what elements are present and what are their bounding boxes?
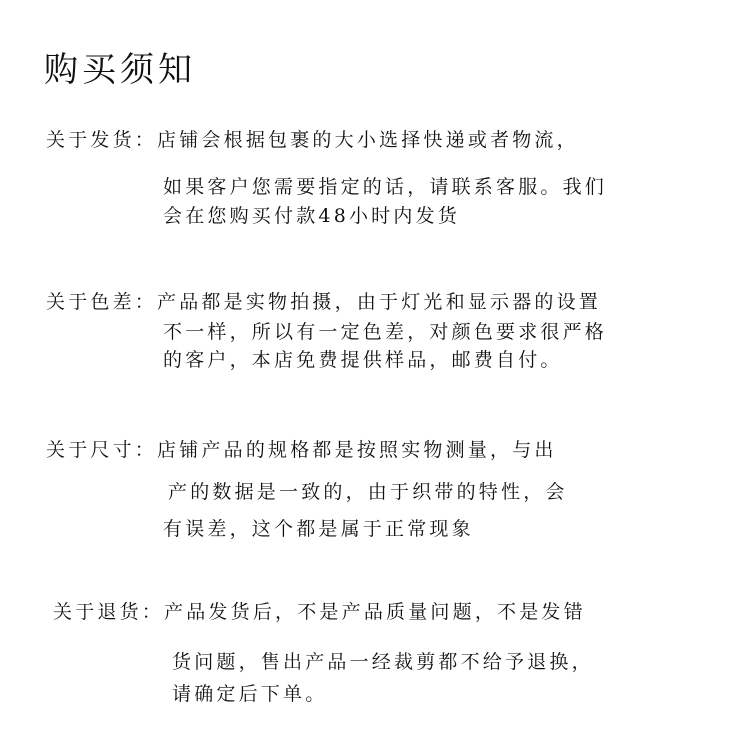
shipping-section-first-line [46, 128, 579, 152]
shipping-text-line-3: 会在您购买付款48小时内发货 [163, 205, 460, 227]
returns-text-line-2: 货问题，售出产品一经裁剪都不给予退换， [172, 651, 594, 673]
shipping-label: 关于发货： [46, 129, 158, 151]
color-text-line-3: 的客户，本店免费提供样品，邮费自付。 [163, 349, 563, 371]
returns-section-first-line [53, 600, 586, 624]
shipping-text-line-1: 店铺会根据包裹的大小选择快递或者物流， [157, 129, 579, 151]
returns-text-line-3: 请确定后下单。 [172, 683, 328, 705]
returns-text-line-1: 产品发货后，不是产品质量问题，不是发错 [164, 601, 586, 623]
returns-label: 关于退货： [53, 601, 165, 623]
shipping-text-line-2: 如果客户您需要指定的话，请联系客服。我们 [163, 176, 608, 198]
page-title: 购买须知 [44, 50, 196, 90]
color-text-line-1: 产品都是实物拍摄，由于灯光和显示器的设置 [157, 291, 602, 313]
size-label: 关于尺寸： [46, 439, 158, 461]
size-text-line-1: 店铺产品的规格都是按照实物测量，与出 [157, 439, 557, 461]
color-section-first-line [46, 290, 601, 314]
color-text-line-2: 不一样，所以有一定色差，对颜色要求很严格 [163, 321, 608, 343]
size-section-first-line [46, 438, 557, 462]
size-text-line-2: 产的数据是一致的，由于织带的特性，会 [168, 481, 568, 503]
size-text-line-3: 有误差，这个都是属于正常现象 [163, 518, 474, 540]
color-label: 关于色差： [46, 291, 158, 313]
